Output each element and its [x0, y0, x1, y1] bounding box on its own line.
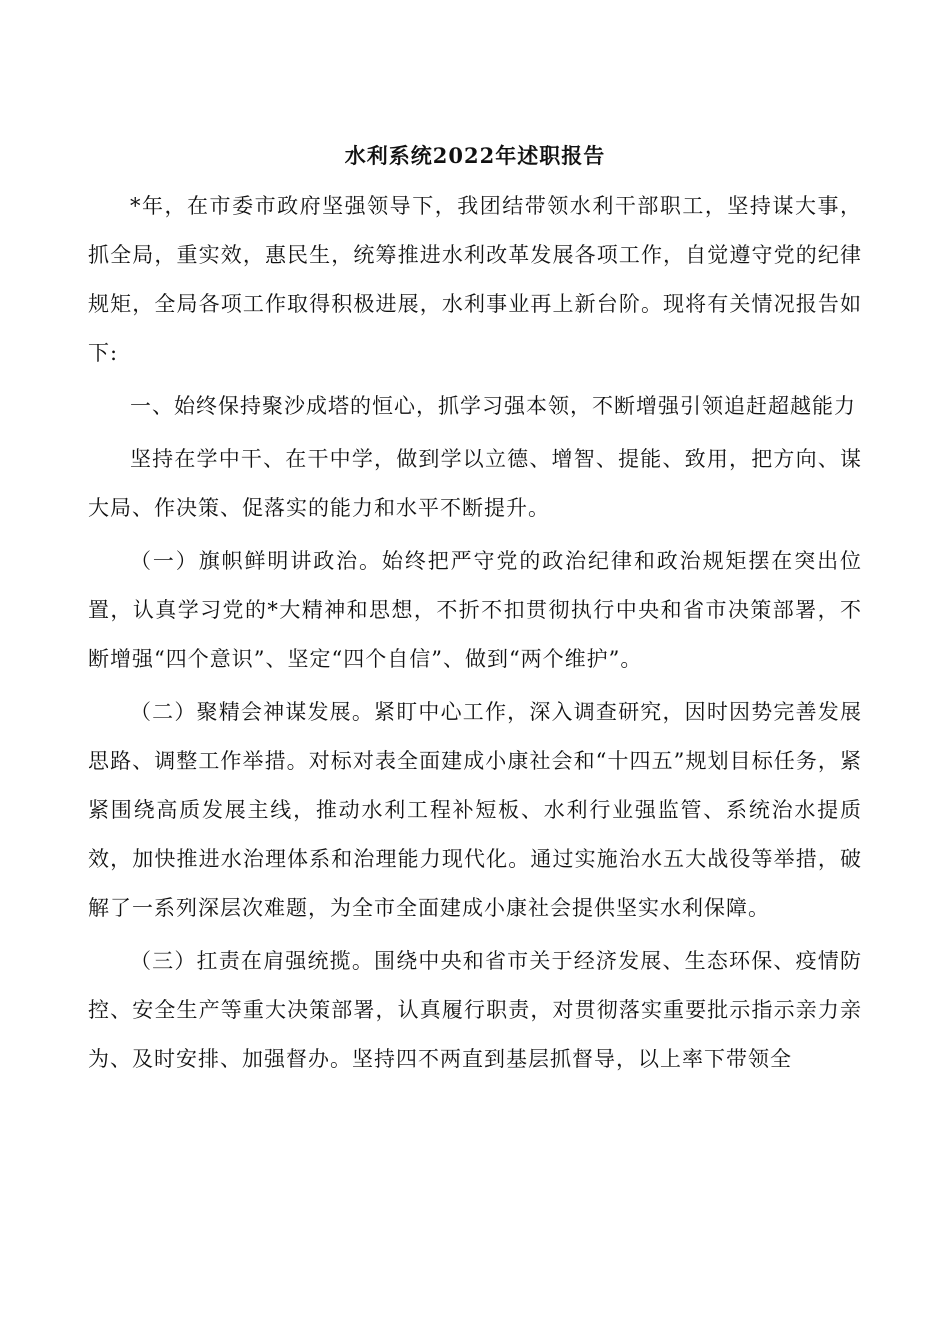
section-1-summary: 坚持在学中干、在干中学，做到学以立德、增智、提能、致用，把方向、谋大局、作决策、促落实的能力和水平不断提升。	[88, 447, 862, 520]
section-heading-1: 一、始终保持聚沙成塔的恒心，抓学习强本领，不断增强引领追赶超越能力	[130, 394, 856, 418]
intro-paragraph: *年，在市委市政府坚强领导下，我团结带领水利干部职工，坚持谋大事，抓全局，重实效，惠民生，统筹推进水利改革发展各项工作，自觉遵守党的纪律规矩，全局各项工作取得积极进展，水利事业再上新台阶。现将有关情况报告如下:	[88, 194, 862, 365]
subsection-2-paragraph: （二）聚精会神谋发展。紧盯中心工作，深入调查研究，因时因势完善发展思路、调整工作举措。对标对表全面建成小康社会和“十四五”规划目标任务，紧紧围绕高质发展主线，推动水利工程补短板、水利行业强监管、系统治水提质效，加快推进水治理体系和治理能力现代化。通过实施治水五大战役等举措，破解了一系列深层次难题，为全市全面建成小康社会提供坚实水利保障。	[88, 700, 862, 920]
document-title: 水利系统2022年述职报告	[344, 143, 606, 168]
subsection-3-paragraph: （三）扛责在肩强统揽。围绕中央和省市关于经济发展、生态环保、疫情防控、安全生产等重大决策部署，认真履行职责，对贯彻落实重要批示指示亲力亲为、及时安排、加强督办。坚持四不两直到基层抓督导，以上率下带领全	[88, 949, 862, 1071]
document-body	[88, 138, 862, 1088]
subsection-1-paragraph: （一）旗帜鲜明讲政治。始终把严守党的政治纪律和政治规矩摆在突出位置，认真学习党的*大精神和思想，不折不扣贯彻执行中央和省市决策部署，不断增强“四个意识”、坚定“四个自信”、做到“两个维护”。	[88, 549, 862, 671]
